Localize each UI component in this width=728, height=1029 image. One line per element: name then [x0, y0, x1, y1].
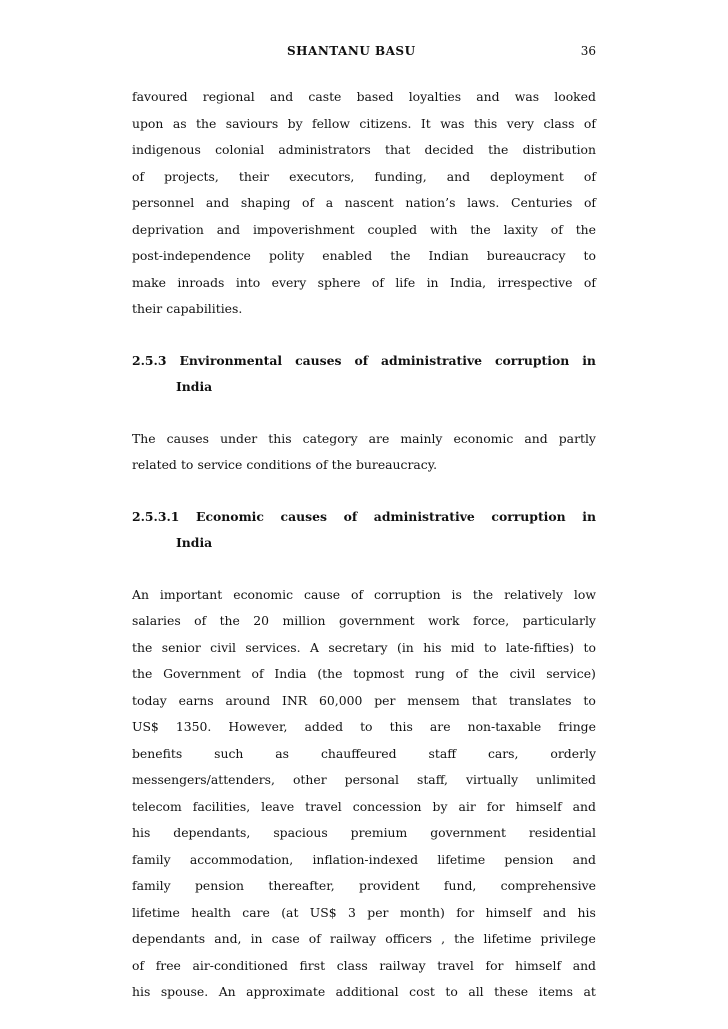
section-heading: [132, 351, 596, 404]
text-line: dependants and, in case of railway officers , the lifetime privilege: [132, 931, 596, 946]
text-line: of projects, their executors, funding, and deployment of: [132, 168, 596, 184]
text-line: upon as the saviours by fellow citizens. It was this very class of: [132, 115, 596, 131]
text-line: telecom facilities, leave travel concession by air for himself and: [132, 798, 596, 814]
block-spacer: [132, 560, 596, 585]
text-line: The causes under this category are mainly economic and partly: [132, 430, 596, 446]
text-line: lifetime health care (at US$ 3 per month) for himself and his: [132, 904, 596, 920]
text-line: family pension thereafter, provident fund, comprehensive: [132, 878, 596, 893]
text-line: salaries of the 20 million government work force, particularly: [132, 613, 596, 628]
text-line: their capabilities.: [132, 301, 243, 316]
text-line: the senior civil services. A secretary (in his mid to late-fifties) to: [132, 639, 596, 655]
paragraph: [132, 87, 596, 326]
text-line: messengers/attenders, other personal staff, virtually unlimited: [132, 772, 596, 787]
text-line: today earns around INR 60,000 per mensem that translates to: [132, 692, 596, 708]
block-spacer: [132, 482, 596, 507]
text-line: make inroads into every sphere of life in India, irrespective of: [132, 274, 596, 290]
text-line: India: [176, 535, 213, 550]
text-line: personnel and shaping of a nascent nation’s laws. Centuries of: [132, 195, 596, 210]
text-line: family accommodation, inflation-indexed lifetime pension and: [132, 851, 596, 867]
page-number: 36: [580, 44, 596, 58]
text-line: related to service conditions of the bureaucracy.: [132, 457, 438, 472]
paragraph: [132, 429, 596, 482]
page-header: [132, 44, 596, 64]
text-line: 2.5.3 Environmental causes of administrative corruption in: [132, 352, 596, 368]
block-spacer: [132, 326, 596, 351]
text-line: India: [176, 379, 213, 394]
text-line: benefits such as chauffeured staff cars, orderly: [132, 745, 596, 761]
section-heading: [132, 507, 596, 560]
text-line: indigenous colonial administrators that decided the distribution: [132, 142, 596, 157]
running-head-author: SHANTANU BASU: [287, 44, 416, 58]
paragraph: [132, 585, 596, 1009]
text-line: post-independence polity enabled the Indian bureaucracy to: [132, 248, 596, 263]
text-line: deprivation and impoverishment coupled with the laxity of the: [132, 221, 596, 237]
text-line: An important economic cause of corruption is the relatively low: [132, 586, 596, 602]
text-line: his dependants, spacious premium government residential: [132, 825, 596, 840]
block-spacer: [132, 404, 596, 429]
text-line: his spouse. An approximate additional cost to all these items at: [132, 984, 596, 999]
text-line: 2.5.3.1 Economic causes of administrative corruption in: [132, 508, 596, 524]
text-line: favoured regional and caste based loyalties and was looked: [132, 89, 596, 104]
text-line: of free air-conditioned first class railway travel for himself and: [132, 957, 596, 973]
document-body: [132, 87, 596, 1009]
text-line: US$ 1350. However, added to this are non-taxable fringe: [132, 719, 596, 734]
text-line: the Government of India (the topmost rung of the civil service): [132, 666, 596, 681]
